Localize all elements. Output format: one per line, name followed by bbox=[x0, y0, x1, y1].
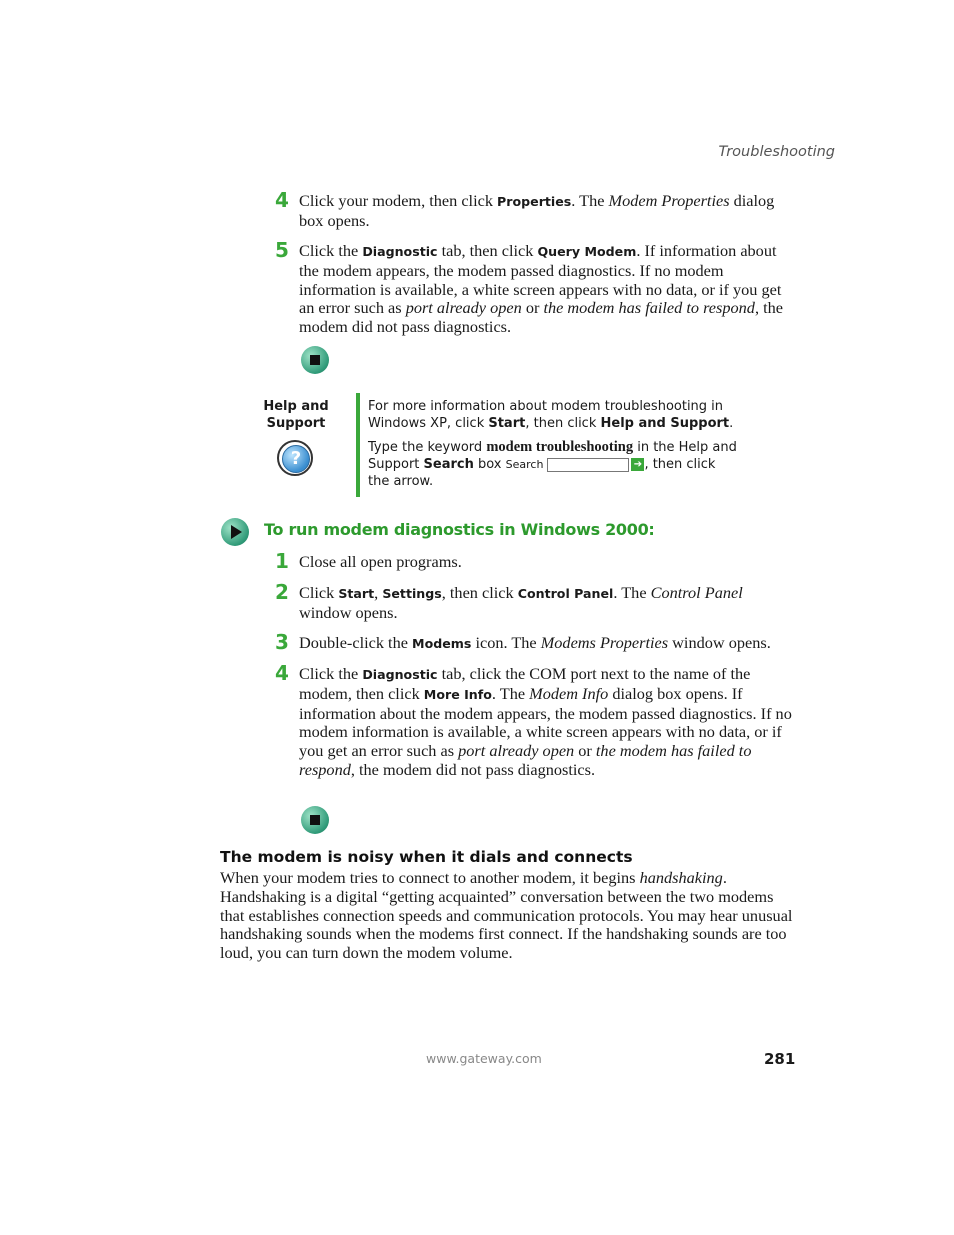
step-text: Double-click the Modems icon. The Modems Properties window opens. bbox=[299, 633, 771, 652]
help-paragraph-2: Type the keyword modem troubleshooting in the Help and Support Search box Search ➔ , then click the arrow. bbox=[368, 439, 737, 489]
step-text: Close all open programs. bbox=[299, 552, 462, 571]
stop-icon bbox=[301, 806, 329, 834]
step-number: 2 bbox=[275, 580, 289, 604]
step-number: 4 bbox=[275, 188, 289, 212]
ui-term: Properties bbox=[497, 194, 572, 209]
step-number: 4 bbox=[275, 661, 289, 685]
procedure-title: To run modem diagnostics in Windows 2000: bbox=[264, 520, 655, 539]
step-text: Click Start, Settings, then click Control Panel. The Control Panel window opens. bbox=[299, 583, 743, 622]
section-title: The modem is noisy when it dials and connects bbox=[220, 848, 633, 866]
step-text: Click the Diagnostic tab, click the COM port next to the name of the modem, then click More Info. The Modem Info dialog box opens. If information about the modem appears, the modem passed diagnostics. If no modem information is available, a white screen appears with no data, or if you get an error such as port already open or the modem has failed to respond, the modem did not pass diagnostics. bbox=[299, 664, 792, 779]
help-paragraph-1: For more information about modem troubleshooting in Windows XP, click Start, then click Help and Support. bbox=[368, 399, 734, 431]
search-input bbox=[547, 458, 629, 472]
step-text: Click the Diagnostic tab, then click Query Modem. If information about the modem appears, the modem passed diagnostics. If no modem information is available, a white screen appears with no data, or if you get an error such as port already open or the modem has failed to respond, the modem did not pass diagnostics. bbox=[299, 241, 783, 337]
section-paragraph: When your modem tries to connect to another modem, it begins handshaking. Handshaking is a digital “getting acquainted” conversation between the two modems that establishes connection speeds and communication protocols. You may hear unusual handshaking sounds when the modems first connect. If the handshaking sounds are too loud, you can turn down the modem volume. bbox=[220, 868, 793, 963]
procedure-arrow-icon bbox=[221, 518, 249, 546]
search-label: Search bbox=[505, 458, 544, 471]
arrow-icon: ➔ bbox=[631, 458, 644, 471]
footer-url: www.gateway.com bbox=[426, 1051, 542, 1066]
help-label: Help and Support bbox=[263, 399, 329, 431]
step-number: 3 bbox=[275, 630, 289, 654]
help-divider bbox=[356, 393, 360, 497]
step-number: 5 bbox=[275, 238, 289, 262]
help-question-icon: ? bbox=[277, 440, 313, 476]
stop-icon bbox=[301, 346, 329, 374]
page-number: 281 bbox=[764, 1050, 796, 1068]
running-header: Troubleshooting bbox=[718, 144, 835, 160]
step-text: Click your modem, then click Properties. The Modem Properties dialog box opens. bbox=[299, 191, 775, 230]
step-number: 1 bbox=[275, 549, 289, 573]
